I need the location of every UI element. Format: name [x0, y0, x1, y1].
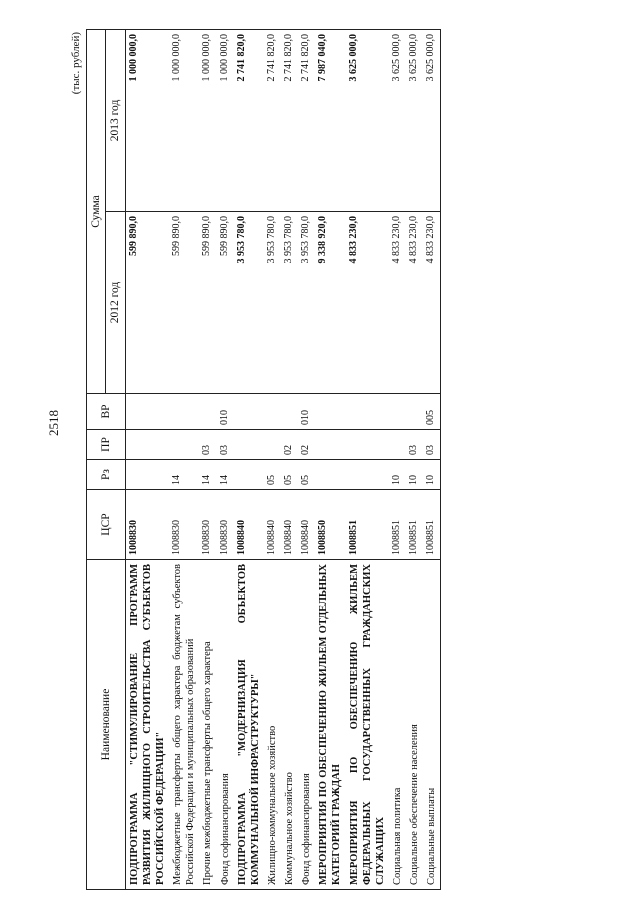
row-pr: [264, 430, 281, 460]
row-rz: [346, 460, 389, 490]
row-vr: [389, 394, 406, 430]
row-sum-2013: 7 987 040,0: [315, 29, 345, 211]
row-pr: 03: [217, 430, 234, 460]
row-rz: [234, 460, 264, 490]
row-pr: 02: [281, 430, 298, 460]
row-csr: 1008840: [298, 490, 315, 560]
row-vr: 005: [423, 394, 441, 430]
table-row: [406, 29, 423, 889]
row-rz: 10: [389, 460, 406, 490]
row-rz: 14: [199, 460, 216, 490]
row-sum-2013: 2 741 820,0: [298, 29, 315, 211]
header-row: [87, 29, 106, 889]
row-sum-2013: 3 625 000,0: [423, 29, 441, 211]
row-csr: 1008830: [217, 490, 234, 560]
header-csr: ЦСР: [87, 490, 126, 560]
row-sum-2013: 1 000 000,0: [199, 29, 216, 211]
row-csr: 1008840: [281, 490, 298, 560]
row-pr: [125, 430, 169, 460]
row-sum-2013: 1 000 000,0: [169, 29, 199, 211]
row-vr: [125, 394, 169, 430]
row-sum-2012: 9 338 920,0: [315, 212, 345, 394]
row-sum-2013: 3 625 000,0: [406, 29, 423, 211]
row-vr: 010: [298, 394, 315, 430]
row-pr: 03: [199, 430, 216, 460]
header-vr: ВР: [87, 394, 126, 430]
row-rz: [315, 460, 345, 490]
header-sum: Сумма: [87, 29, 106, 393]
row-csr: 1008830: [199, 490, 216, 560]
header-2012: 2012 год: [106, 212, 125, 394]
row-vr: [169, 394, 199, 430]
table-row: [217, 29, 234, 889]
table-row: [423, 29, 441, 889]
row-sum-2013: 3 625 000,0: [346, 29, 389, 211]
row-csr: 1008851: [389, 490, 406, 560]
header-2013: 2013 год: [106, 29, 125, 211]
row-sum-2012: 4 833 230,0: [423, 212, 441, 394]
table-body: [125, 29, 441, 889]
row-name: Межбюджетные трансферты общего характера бюджетам субъектов Российской Федерации и муниципальных образований: [169, 560, 199, 890]
row-pr: [346, 430, 389, 460]
row-csr: 1008851: [346, 490, 389, 560]
row-sum-2013: 2 741 820,0: [264, 29, 281, 211]
row-csr: 1008851: [423, 490, 441, 560]
row-sum-2012: 599 890,0: [199, 212, 216, 394]
row-name: ПОДПРОГРАММА "МОДЕРНИЗАЦИЯ ОБЪЕКТОВ КОММУНАЛЬНОЙ ИНФРАСТРУКТУРЫ": [234, 560, 264, 890]
row-csr: 1008850: [315, 490, 345, 560]
row-rz: [125, 460, 169, 490]
row-sum-2012: 4 833 230,0: [346, 212, 389, 394]
row-sum-2013: 2 741 820,0: [281, 29, 298, 211]
row-name: Фонд софинансирования: [298, 560, 315, 890]
table-row: [346, 29, 389, 889]
row-rz: 10: [423, 460, 441, 490]
row-pr: 03: [423, 430, 441, 460]
row-sum-2012: 4 833 230,0: [389, 212, 406, 394]
row-csr: 1008830: [125, 490, 169, 560]
row-csr: 1008840: [234, 490, 264, 560]
table-row: [234, 29, 264, 889]
row-sum-2012: 599 890,0: [217, 212, 234, 394]
row-sum-2012: 3 953 780,0: [264, 212, 281, 394]
row-vr: [199, 394, 216, 430]
row-sum-2013: 1 000 000,0: [217, 29, 234, 211]
table-row: [281, 29, 298, 889]
header-pr: ПР: [87, 430, 126, 460]
row-pr: 03: [406, 430, 423, 460]
row-name: Жилищно-коммунальное хозяйство: [264, 560, 281, 890]
row-sum-2013: 3 625 000,0: [389, 29, 406, 211]
row-name: Прочие межбюджетные трансферты общего характера: [199, 560, 216, 890]
row-csr: 1008830: [169, 490, 199, 560]
row-rz: 14: [169, 460, 199, 490]
header-name: Наименование: [87, 560, 126, 890]
header-rz: Рз: [87, 460, 126, 490]
row-pr: [169, 430, 199, 460]
row-vr: [346, 394, 389, 430]
row-name: Социальные выплаты: [423, 560, 441, 890]
row-sum-2012: 3 953 780,0: [298, 212, 315, 394]
row-pr: [234, 430, 264, 460]
row-csr: 1008851: [406, 490, 423, 560]
row-vr: 010: [217, 394, 234, 430]
table-row: [199, 29, 216, 889]
row-vr: [234, 394, 264, 430]
row-vr: [315, 394, 345, 430]
units-note: (тыс. рублей): [70, 32, 82, 95]
row-sum-2012: 3 953 780,0: [281, 212, 298, 394]
row-name: Социальная политика: [389, 560, 406, 890]
rotated-page-content: [70, 30, 570, 890]
row-name: Фонд софинансирования: [217, 560, 234, 890]
page-number: 2518: [46, 410, 61, 436]
table-row: [169, 29, 199, 889]
row-pr: 02: [298, 430, 315, 460]
row-csr: 1008840: [264, 490, 281, 560]
row-rz: 05: [264, 460, 281, 490]
row-rz: 05: [281, 460, 298, 490]
row-rz: 14: [217, 460, 234, 490]
table-row: [125, 29, 169, 889]
budget-table: [86, 29, 441, 890]
table-row: [315, 29, 345, 889]
row-rz: 10: [406, 460, 423, 490]
row-name: Коммунальное хозяйство: [281, 560, 298, 890]
row-sum-2012: 4 833 230,0: [406, 212, 423, 394]
row-sum-2013: 1 000 000,0: [125, 29, 169, 211]
row-name: МЕРОПРИЯТИЯ ПО ОБЕСПЕЧЕНИЮ ЖИЛЬЕМ ОТДЕЛЬНЫХ КАТЕГОРИЙ ГРАЖДАН: [315, 560, 345, 890]
row-name: ПОДПРОГРАММА "СТИМУЛИРОВАНИЕ ПРОГРАММ РАЗВИТИЯ ЖИЛИЩНОГО СТРОИТЕЛЬСТВА СУБЪЕКТОВ РОССИЙСКОЙ ФЕДЕРАЦИИ": [125, 560, 169, 890]
table-row: [298, 29, 315, 889]
row-sum-2013: 2 741 820,0: [234, 29, 264, 211]
row-sum-2012: 599 890,0: [169, 212, 199, 394]
table-row: [264, 29, 281, 889]
row-name: Социальное обеспечение населения: [406, 560, 423, 890]
row-sum-2012: 599 890,0: [125, 212, 169, 394]
row-vr: [264, 394, 281, 430]
row-pr: [315, 430, 345, 460]
row-name: МЕРОПРИЯТИЯ ПО ОБЕСПЕЧЕНИЮ ЖИЛЬЕМ ФЕДЕРАЛЬНЫХ ГОСУДАРСТВЕННЫХ ГРАЖДАНСКИХ СЛУЖАЩИХ: [346, 560, 389, 890]
table-row: [389, 29, 406, 889]
row-vr: [406, 394, 423, 430]
row-sum-2012: 3 953 780,0: [234, 212, 264, 394]
row-vr: [281, 394, 298, 430]
row-pr: [389, 430, 406, 460]
row-rz: 05: [298, 460, 315, 490]
